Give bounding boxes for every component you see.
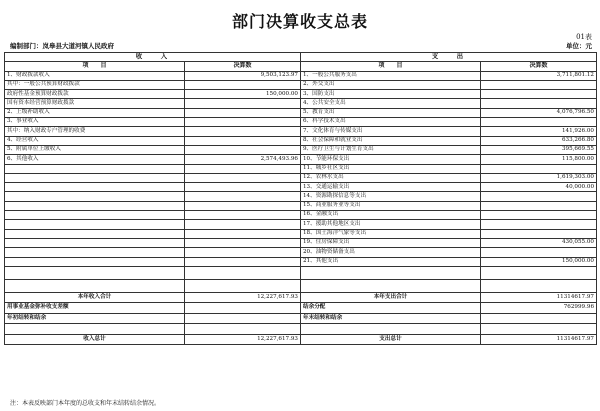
income-item-cell xyxy=(5,238,185,247)
income-amount-cell xyxy=(185,238,301,247)
table-row xyxy=(5,164,597,173)
empty-cell xyxy=(481,266,597,279)
expense-item-cell: 13、交通运输支出 xyxy=(301,183,481,192)
summary-expense-amount: 11314617.97 xyxy=(481,292,597,303)
income-amount-cell xyxy=(185,127,301,136)
income-amount-cell xyxy=(185,192,301,201)
summary-income-label: 本年收入合计 xyxy=(5,292,185,303)
expense-amount-cell: 430,055.00 xyxy=(481,238,597,247)
expense-amount-cell xyxy=(481,118,597,127)
page-title: 部门决算收支总表 xyxy=(231,12,368,31)
expense-item-cell: 12、农林水支出 xyxy=(301,173,481,182)
expense-amount-cell: 150,000.00 xyxy=(481,257,597,266)
income-item-cell xyxy=(5,183,185,192)
expense-item-cell: 19、住房保障支出 xyxy=(301,238,481,247)
table-row xyxy=(5,229,597,238)
expense-amount-cell: 40,000.00 xyxy=(481,183,597,192)
income-expense-table xyxy=(4,52,597,345)
summary-expense-amount: 762999.96 xyxy=(481,303,597,314)
table-row xyxy=(5,248,597,257)
income-item-cell xyxy=(5,248,185,257)
summary-expense-amount xyxy=(481,313,597,324)
table-row xyxy=(5,183,597,192)
income-amount-cell: 2,574,493.96 xyxy=(185,155,301,164)
income-item-cell xyxy=(5,201,185,210)
expense-item-cell: 3、国防支出 xyxy=(301,90,481,99)
footnote: 注：本表反映部门本年度的总收支和年末结转结余情况。 xyxy=(10,400,161,407)
summary-row xyxy=(5,303,597,314)
expense-item-cell: 18、国土海洋气象等支出 xyxy=(301,229,481,238)
expense-amount-cell xyxy=(481,229,597,238)
empty-cell xyxy=(185,266,301,279)
column-header-row xyxy=(5,62,597,71)
section-header-row xyxy=(5,53,597,62)
income-amount-cell xyxy=(185,136,301,145)
income-item-cell xyxy=(5,257,185,266)
summary-income-amount: 12,227,617.93 xyxy=(185,292,301,303)
expense-item-cell: 15、商业服务业等支出 xyxy=(301,201,481,210)
empty-cell xyxy=(185,279,301,292)
income-amount-cell xyxy=(185,257,301,266)
expense-item-header: 项 目 xyxy=(301,62,481,71)
table-row xyxy=(5,118,597,127)
expense-amount-cell: 633,266.80 xyxy=(481,136,597,145)
income-amount-cell xyxy=(185,99,301,108)
expense-item-cell: 16、金融支出 xyxy=(301,211,481,220)
summary-row xyxy=(5,292,597,303)
income-item-cell: 其中：纳入财政专户管理的收费 xyxy=(5,127,185,136)
summary-income-label: 用事业基金弥补收支差额 xyxy=(5,303,185,314)
empty-cell xyxy=(481,279,597,292)
income-item-header: 项 目 xyxy=(5,62,185,71)
income-item-cell: 1、财政拨款收入 xyxy=(5,71,185,80)
expense-item-cell: 4、公共安全支出 xyxy=(301,99,481,108)
income-amount-cell xyxy=(185,108,301,117)
table-row xyxy=(5,90,597,99)
expense-item-cell: 10、节能环保支出 xyxy=(301,155,481,164)
table-row xyxy=(5,99,597,108)
income-item-cell xyxy=(5,229,185,238)
income-item-cell: 6、其他收入 xyxy=(5,155,185,164)
table-row xyxy=(5,220,597,229)
table-row xyxy=(5,108,597,117)
expense-item-cell: 5、教育支出 xyxy=(301,108,481,117)
summary-income-amount xyxy=(185,324,301,335)
summary-income-amount xyxy=(185,313,301,324)
expense-amount-cell: 4,076,796.50 xyxy=(481,108,597,117)
spacer-row xyxy=(5,266,597,279)
summary-income-label xyxy=(5,324,185,335)
empty-cell xyxy=(5,279,185,292)
expense-amount-header: 决算数 xyxy=(481,62,597,71)
summary-income-label: 年初结转和结余 xyxy=(5,313,185,324)
summary-expense-label: 本年支出合计 xyxy=(301,292,481,303)
table-row xyxy=(5,211,597,220)
summary-row xyxy=(5,313,597,324)
expense-item-cell: 17、援助其他地区支出 xyxy=(301,220,481,229)
income-section-header: 收 入 xyxy=(5,53,301,62)
income-item-cell: 国有资本经营预算财政拨款 xyxy=(5,99,185,108)
expense-amount-cell: 141,926.00 xyxy=(481,127,597,136)
income-amount-cell xyxy=(185,145,301,154)
income-item-cell xyxy=(5,220,185,229)
summary-expense-label: 结余分配 xyxy=(301,303,481,314)
empty-cell xyxy=(301,266,481,279)
summary-expense-label xyxy=(301,324,481,335)
expense-amount-cell xyxy=(481,164,597,173)
income-amount-cell xyxy=(185,211,301,220)
expense-amount-cell xyxy=(481,99,597,108)
expense-item-cell: 11、城乡社区支出 xyxy=(301,164,481,173)
form-number: 01表 xyxy=(576,33,592,41)
expense-item-cell: 20、油物资储备支出 xyxy=(301,248,481,257)
income-item-cell: 5、附属单位上缴收入 xyxy=(5,145,185,154)
income-item-cell: 其中：一般公共预算财政拨款 xyxy=(5,80,185,89)
org-label: 编制部门：岚皋县大道河镇人民政府 xyxy=(10,42,114,50)
summary-income-amount xyxy=(185,303,301,314)
expense-item-cell: 21、其他支出 xyxy=(301,257,481,266)
income-item-cell xyxy=(5,211,185,220)
income-item-cell xyxy=(5,173,185,182)
table-row xyxy=(5,80,597,89)
expense-amount-cell xyxy=(481,211,597,220)
table-row xyxy=(5,257,597,266)
table-row xyxy=(5,238,597,247)
table-row xyxy=(5,173,597,182)
expense-amount-cell xyxy=(481,201,597,210)
table-row xyxy=(5,71,597,80)
expense-amount-cell: 395,669.55 xyxy=(481,145,597,154)
empty-cell xyxy=(301,279,481,292)
income-item-cell: 4、经营收入 xyxy=(5,136,185,145)
header-info-row xyxy=(10,41,592,51)
expense-amount-cell: 3,711,801.12 xyxy=(481,71,597,80)
income-amount-cell: 150,000.00 xyxy=(185,90,301,99)
table-row xyxy=(5,155,597,164)
summary-row xyxy=(5,334,597,345)
expense-item-cell: 7、文化体育与传媒支出 xyxy=(301,127,481,136)
table-row xyxy=(5,192,597,201)
empty-cell xyxy=(5,266,185,279)
income-amount-cell: 9,503,123.97 xyxy=(185,71,301,80)
income-item-cell: 政府性基金预算财政拨款 xyxy=(5,90,185,99)
income-amount-cell xyxy=(185,201,301,210)
expense-amount-cell xyxy=(481,192,597,201)
summary-expense-amount xyxy=(481,324,597,335)
expense-amount-cell: 115,800.00 xyxy=(481,155,597,164)
table-row xyxy=(5,201,597,210)
expense-item-cell: 14、资源勘探信息等支出 xyxy=(301,192,481,201)
table-row xyxy=(5,127,597,136)
summary-expense-label: 年末结转和结余 xyxy=(301,313,481,324)
income-amount-header: 决算数 xyxy=(185,62,301,71)
expense-item-cell: 9、医疗卫生与计划生育支出 xyxy=(301,145,481,154)
expense-amount-cell xyxy=(481,80,597,89)
income-amount-cell xyxy=(185,220,301,229)
spacer-row xyxy=(5,279,597,292)
income-item-cell xyxy=(5,164,185,173)
income-item-cell xyxy=(5,192,185,201)
table-row xyxy=(5,136,597,145)
income-item-cell: 3、事业收入 xyxy=(5,118,185,127)
expense-section-header: 支 出 xyxy=(301,53,597,62)
income-item-cell: 2、上级补助收入 xyxy=(5,108,185,117)
income-amount-cell xyxy=(185,118,301,127)
expense-item-cell: 2、外交支出 xyxy=(301,80,481,89)
summary-row xyxy=(5,324,597,335)
summary-expense-label: 支出总计 xyxy=(301,334,481,345)
expense-amount-cell xyxy=(481,220,597,229)
summary-income-amount: 12,227,617.93 xyxy=(185,334,301,345)
summary-income-label: 收入总计 xyxy=(5,334,185,345)
income-amount-cell xyxy=(185,183,301,192)
expense-item-cell: 6、科学技术支出 xyxy=(301,118,481,127)
income-amount-cell xyxy=(185,80,301,89)
summary-expense-amount: 11314617.97 xyxy=(481,334,597,345)
income-amount-cell xyxy=(185,173,301,182)
expense-item-cell: 8、社会保障和就业支出 xyxy=(301,136,481,145)
unit-label: 单位：元 xyxy=(566,42,592,50)
expense-item-cell: 1、一般公共服务支出 xyxy=(301,71,481,80)
income-amount-cell xyxy=(185,164,301,173)
table-row xyxy=(5,145,597,154)
expense-amount-cell xyxy=(481,248,597,257)
expense-amount-cell xyxy=(481,90,597,99)
income-amount-cell xyxy=(185,248,301,257)
income-amount-cell xyxy=(185,229,301,238)
expense-amount-cell: 1,619,303.00 xyxy=(481,173,597,182)
